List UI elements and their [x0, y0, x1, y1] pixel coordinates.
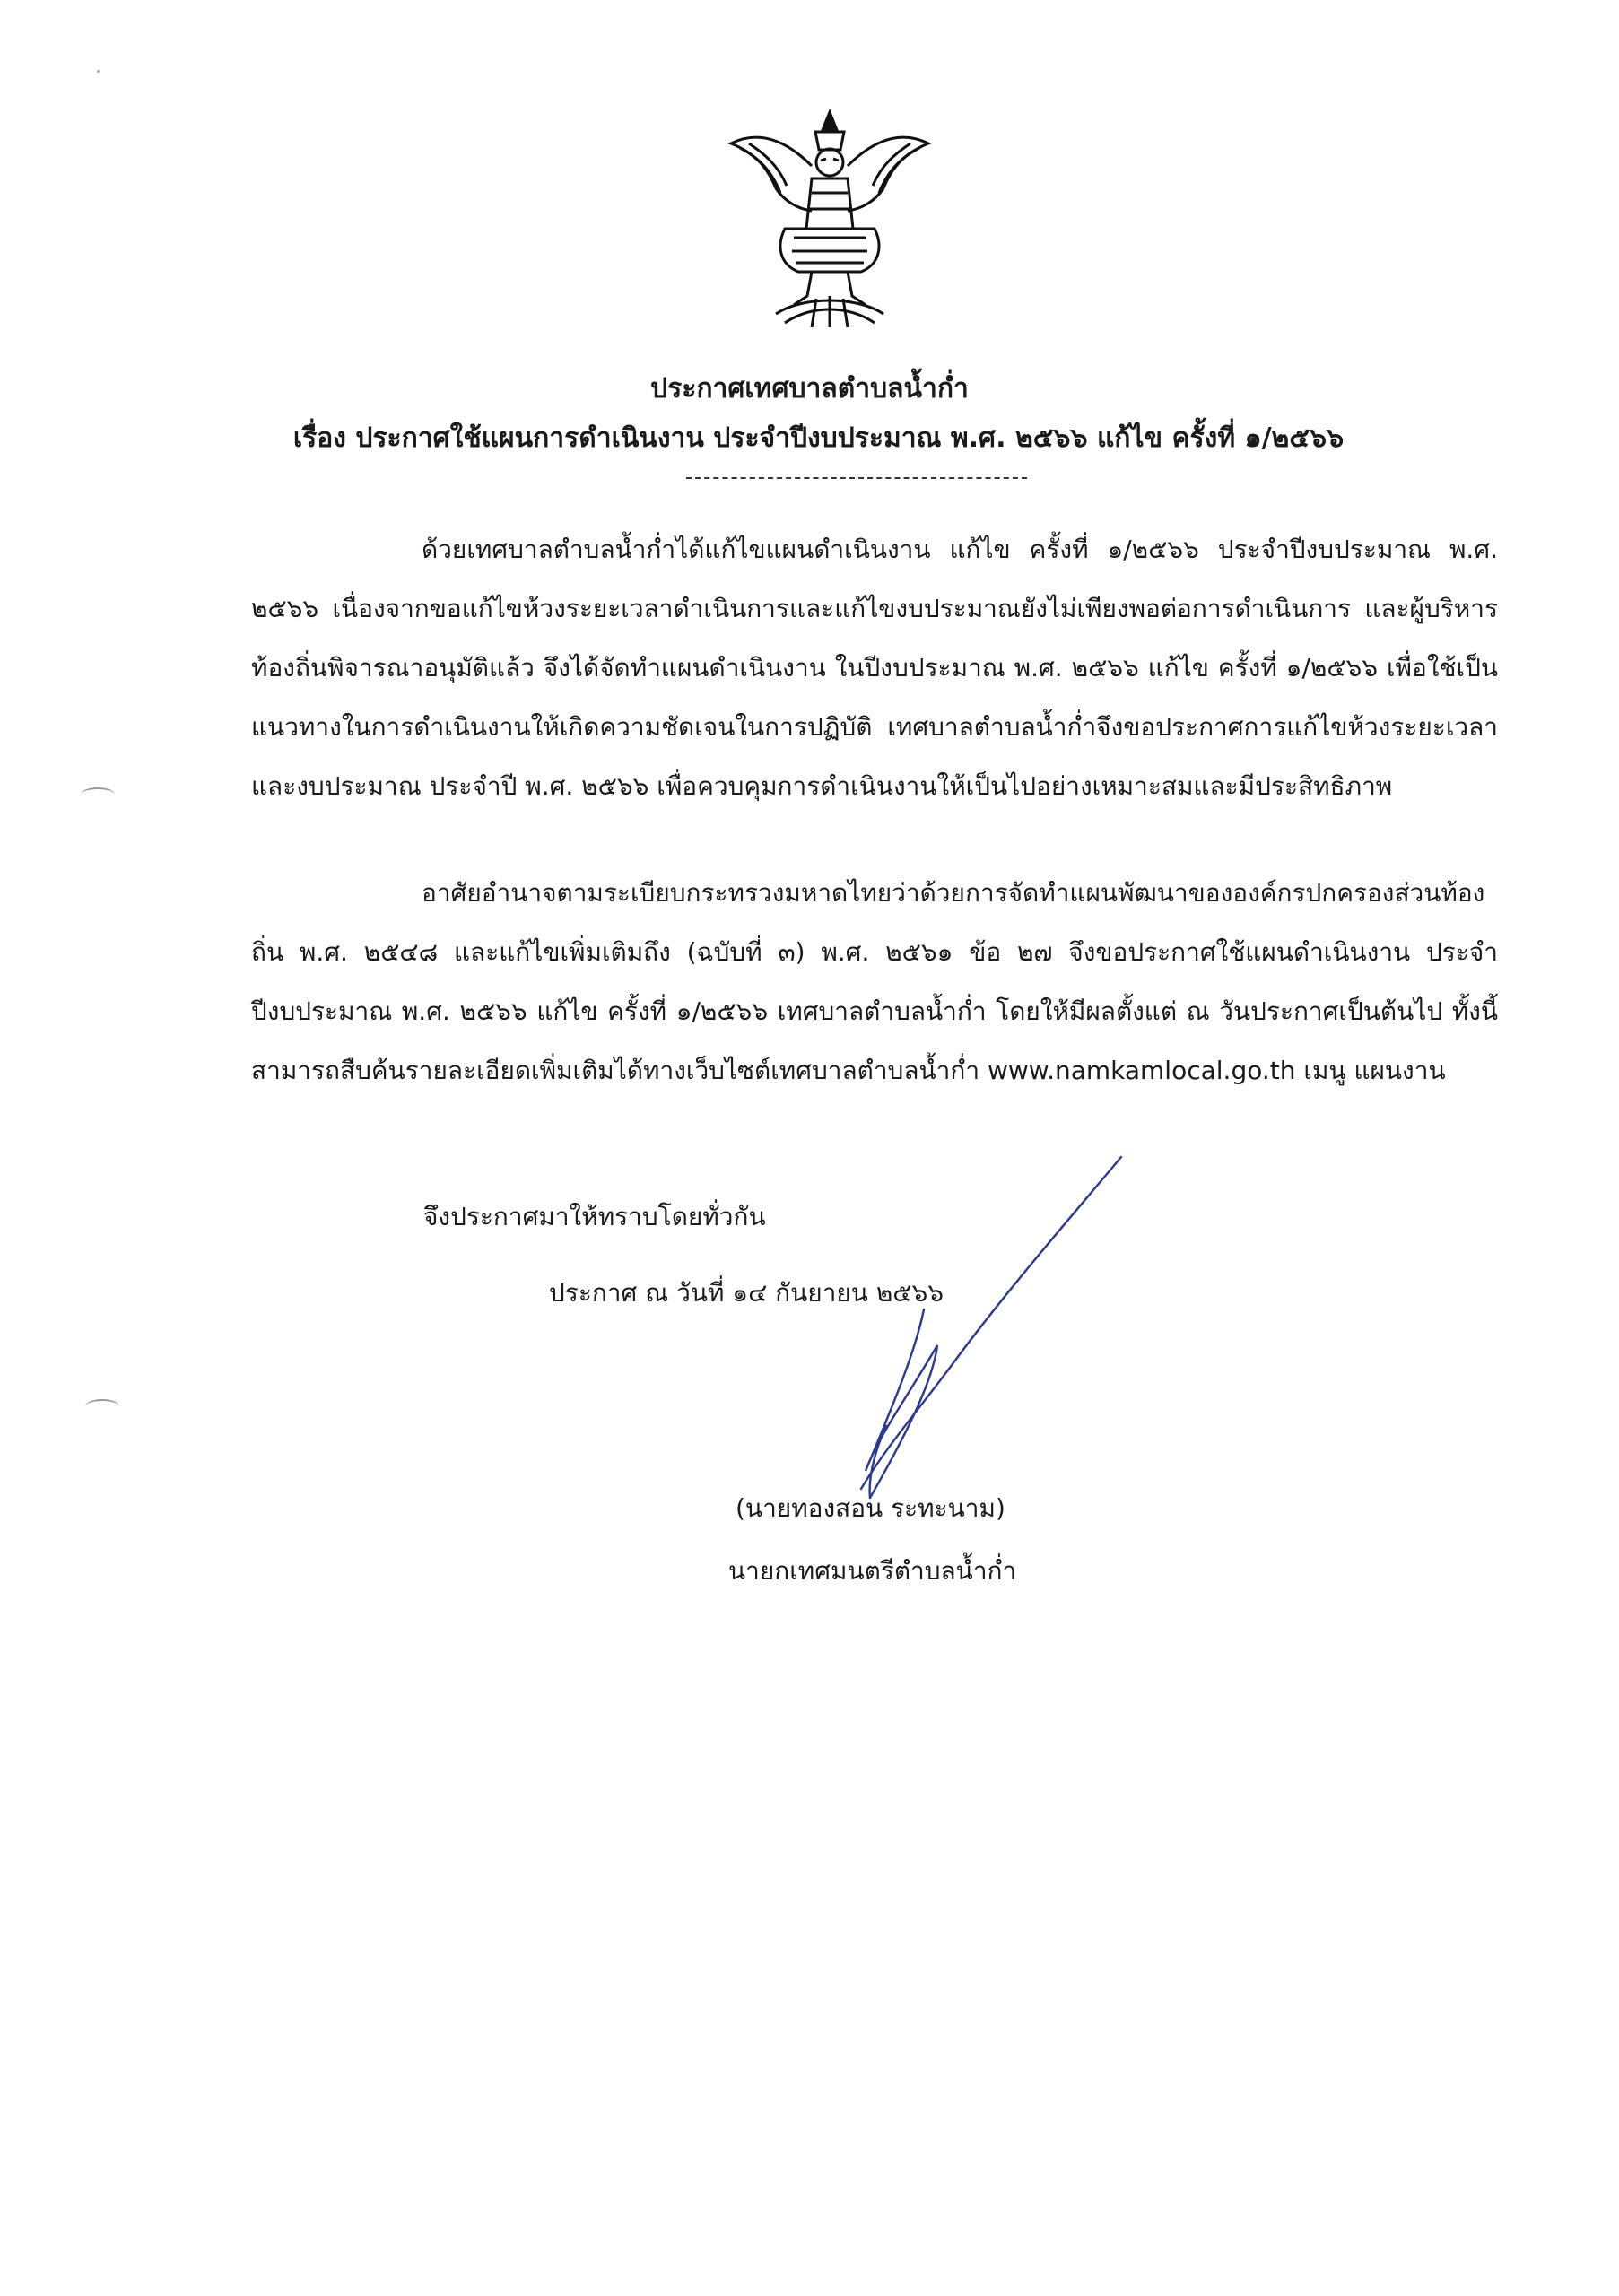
signer-name: (นายทองสอน ระทะนาม) [736, 1493, 1005, 1523]
handwritten-signature [780, 1148, 1139, 1525]
announcement-title: ประกาศเทศบาลตำบลน้ำก่ำ [650, 373, 969, 404]
announcement-subject: เรื่อง ประกาศใช้แผนการดำเนินงาน ประจำปีงบประมาณ พ.ศ. ๒๕๖๖ แก้ไข ครั้งที่ ๑/๒๕๖๖ [292, 422, 1345, 454]
scan-margin-mark [85, 1399, 119, 1413]
scan-speck [97, 70, 100, 73]
announcement-date: ประกาศ ณ วันที่ ๑๔ กันยายน ๒๕๖๖ [549, 1278, 944, 1308]
body-paragraph-1: ด้วยเทศบาลตำบลน้ำก่ำได้แก้ไขแผนดำเนินงาน แก้ไข ครั้งที่ ๑/๒๕๖๖ ประจำปีงบประมาณ พ.ศ. ๒๕๖๖ เนื่องจากขอแก้ไขห้วงระยะเวลาดำเนินการและแก้ไขงบประมาณยังไม่เพียงพอต่อการดำเนินการ และผู้บริหารท้องถิ่นพิจารณาอนุมัติแล้ว จึงได้จัดทำแผนดำเนินงาน ในปีงบประมาณ พ.ศ. ๒๕๖๖ แก้ไข ครั้งที่ ๑/๒๕๖๖ เพื่อใช้เป็นแนวทางในการดำเนินงานให้เกิดความชัดเจนในการปฏิบัติ เทศบาลตำบลน้ำก่ำจึงขอประกาศการแก้ไขห้วงระยะเวลาและงบประมาณ ประจำปี พ.ศ. ๒๕๖๖ เพื่อควบคุมการดำเนินงานให้เป็นไปอย่างเหมาะสมและมีประสิทธิภาพ [251, 535, 1498, 801]
scan-margin-mark [81, 787, 115, 802]
body-paragraph-2: อาศัยอำนาจตามระเบียบกระทรวงมหาดไทยว่าด้วยการจัดทำแผนพัฒนาขององค์กรปกครองส่วนท้องถิ่น พ.ศ. ๒๕๔๘ และแก้ไขเพิ่มเติมถึง (ฉบับที่ ๓) พ.ศ. ๒๕๖๑ ข้อ ๒๗ จึงขอประกาศใช้แผนดำเนินงาน ประจำปีงบประมาณ พ.ศ. ๒๕๖๖ แก้ไข ครั้งที่ ๑/๒๕๖๖ เทศบาลตำบลน้ำก่ำ โดยให้มีผลตั้งแต่ ณ วันประกาศเป็นต้นไป ทั้งนี้ สามารถสืบค้นรายละเอียดเพิ่มเติมได้ทางเว็บไซต์เทศบาลตำบลน้ำก่ำ www.namkamlocal.go.th เมนู แผนงาน [251, 878, 1498, 1085]
closing-statement: จึงประกาศมาให้ทราบโดยทั่วกัน [423, 1202, 766, 1231]
signer-position: นายกเทศมนตรีตำบลน้ำก่ำ [728, 1556, 1017, 1586]
title-divider [686, 477, 1027, 479]
garuda-emblem-icon [722, 103, 937, 332]
